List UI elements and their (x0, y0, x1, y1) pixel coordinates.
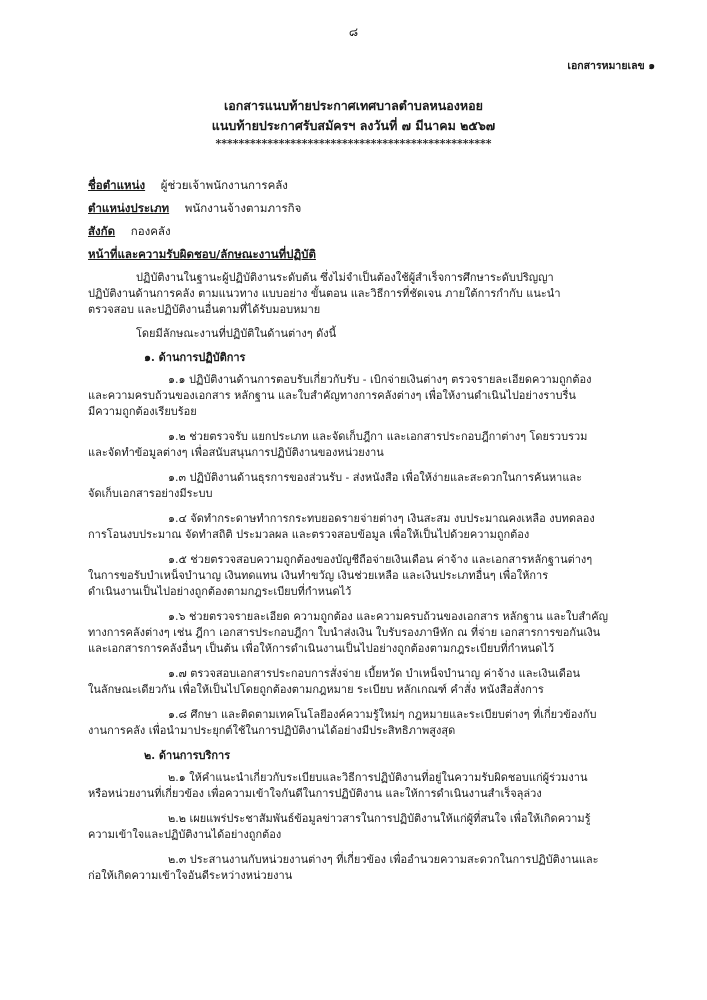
intro-paragraph-2 (88, 326, 653, 342)
duty-item-line: ๑.๒ ช่วยตรวจรับ แยกประเภท และจัดเก็บฎีกา และเอกสารประกอบฎีกาต่างๆ โดยรวบรวม (168, 430, 588, 443)
duty-item (88, 552, 653, 600)
intro-line: ตรวจสอบ และปฏิบัติงานอื่นตามที่ได้รับมอบหมาย (88, 303, 321, 316)
duty-item-line: ก่อให้เกิดความเข้าใจอันดีระหว่างหน่วยงาน (88, 869, 293, 882)
duty-item-line: ๑.๓ ปฏิบัติงานด้านธุรการของส่วนรับ - ส่งหนังสือ เพื่อให้ง่ายและสะดวกในการค้นหาและ (168, 471, 583, 484)
duty-item-line: งานการคลัง เพื่อนำมาประยุกต์ใช้ในการปฏิบัติงานได้อย่างมีประสิทธิภาพสูงสุด (88, 724, 456, 737)
position-field (88, 177, 653, 194)
duty-item-line: ๑.๖ ช่วยตรวจรายละเอียด ความถูกต้อง และความครบถ้วนของเอกสาร หลักฐาน และใบสำคัญ (168, 610, 609, 623)
duty-item-line: ทางการคลังต่างๆ เช่น ฎีกา เอกสารประกอบฎีกา ใบนำส่งเงิน ใบรับรองภาษีหัก ณ ที่จ่าย เอกสารการขอกันเงิน (88, 626, 601, 639)
type-value: พนักงานจ้างตามภารกิจ (184, 201, 302, 215)
duties-heading: หน้าที่และความรับผิดชอบ/ลักษณะงานที่ปฏิบัติ (88, 247, 316, 261)
duty-item-line: ๑.๗ ตรวจสอบเอกสารประกอบการสั่งจ่าย เบี้ยหวัด บำเหน็จบำนาญ ค่าจ้าง และเงินเดือน (168, 667, 581, 680)
position-value: ผู้ช่วยเจ้าพนักงานการคลัง (160, 178, 288, 192)
affiliation-value: กองคลัง (130, 224, 171, 238)
duty-item-line: และจัดทำข้อมูลต่างๆ เพื่อสนับสนุนการปฏิบัติงานของหน่วยงาน (88, 446, 384, 459)
duty-item-line: ในการขอรับบำเหน็จบำนาญ เงินทดแทน เงินทำขวัญ เงินช่วยเหลือ และเงินประเภทอื่นๆ เพื่อให้การ (88, 569, 549, 582)
duty-item (88, 811, 653, 843)
duty-item-line: ดำเนินงานเป็นไปอย่างถูกต้องตามกฎระเบียบที่กำหนดไว้ (88, 585, 352, 598)
duty-item-line: และความครบถ้วนของเอกสาร หลักฐาน และใบสำคัญทางการคลังต่างๆ เพื่อให้งานดำเนินไปอย่างราบรื่น (88, 389, 576, 402)
star-divider: ************************************************ (215, 137, 492, 150)
section-heading: ๑. ด้านการปฏิบัติการ (144, 351, 246, 364)
duty-item-line: ๒.๓ ประสานงานกับหน่วยงานต่างๆ ที่เกี่ยวข้อง เพื่ออำนวยความสะดวกในการปฏิบัติงานและ (168, 853, 599, 866)
type-field (88, 200, 653, 217)
title-line-2: แนบท้ายประกาศรับสมัครฯ ลงวันที่ ๗ มีนาคม ๒๕๖๗ (211, 118, 496, 133)
duty-item-line: ๑.๑ ปฏิบัติงานด้านการตอบรับเกี่ยวกับรับ - เบิกจ่ายเงินต่างๆ ตรวจรายละเอียดความถูกต้อง (168, 373, 592, 386)
title-block (0, 96, 707, 152)
duty-item (88, 707, 653, 739)
section-heading: ๒. ด้านการบริการ (144, 749, 231, 762)
position-label: ชื่อตำแหน่ง (88, 178, 146, 192)
duty-item-line: หรือหน่วยงานที่เกี่ยวข้อง เพื่อความเข้าใจกันดีในการปฏิบัติงาน และให้การดำเนินงานสำเร็จลุล่วง (88, 787, 542, 800)
duty-item (88, 470, 653, 502)
duty-item (88, 852, 653, 884)
duty-item-line: ๑.๔ จัดทำกระดาษทำการกระทบยอดรายจ่ายต่างๆ เงินสะสม งบประมาณคงเหลือ งบทดลอง (168, 512, 595, 525)
intro-line: ปฏิบัติงานในฐานะผู้ปฏิบัติงานระดับต้น ซึ่งไม่จำเป็นต้องใช้ผู้สำเร็จการศึกษาระดับปริญญา (136, 271, 554, 284)
duty-item-line: ๑.๘ ศึกษา และติดตามเทคโนโลยีองค์ความรู้ใหม่ๆ กฎหมายและระเบียบต่างๆ ที่เกี่ยวข้องกับ (168, 708, 597, 721)
page-number: ๘ (348, 25, 359, 39)
duty-item-line: ในลักษณะเดียวกัน เพื่อให้เป็นไปโดยถูกต้องตามกฎหมาย ระเบียบ หลักเกณฑ์ คำสั่ง หนังสือสั่งการ (88, 683, 544, 696)
duty-item-line: ความเข้าใจและปฏิบัติงานได้อย่างถูกต้อง (88, 828, 282, 841)
duty-item-line: ๒.๑ ให้คำแนะนำเกี่ยวกับระเบียบและวิธีการปฏิบัติงานที่อยู่ในความรับผิดชอบแก่ผู้ร่วมงาน (168, 771, 588, 784)
type-label: ตำแหน่งประเภท (88, 201, 170, 215)
document-reference: เอกสารหมายเลข ๑ (567, 60, 655, 72)
duty-item (88, 609, 653, 657)
intro-line: ปฏิบัติงานด้านการคลัง ตามแนวทาง แบบอย่าง ขั้นตอน และวิธีการที่ชัดเจน ภายใต้การกำกับ แนะนำ (88, 287, 561, 300)
duty-item-line: ๑.๕ ช่วยตรวจสอบความถูกต้องของบัญชีถือจ่ายเงินเดือน ค่าจ้าง และเอกสารหลักฐานต่างๆ (168, 553, 593, 566)
duty-item (88, 770, 653, 802)
duty-sections (88, 350, 653, 884)
duty-item-line: และเอกสารการคลังอื่นๆ เป็นต้น เพื่อให้การดำเนินงานเป็นไปอย่างถูกต้องตามกฎระเบียบที่กำหนดไว้ (88, 642, 555, 655)
intro-paragraph (88, 270, 653, 318)
duty-item-line: ๒.๒ เผยแพร่ประชาสัมพันธ์ข้อมูลข่าวสารในการปฏิบัติงานให้แก่ผู้ที่สนใจ เพื่อให้เกิดความรู้ (168, 812, 591, 825)
affiliation-field (88, 223, 653, 240)
title-line-1: เอกสารแนบท้ายประกาศเทศบาลตำบลหนองหอย (224, 98, 483, 113)
duty-item (88, 511, 653, 543)
duty-item-line: มีความถูกต้องเรียบร้อย (88, 405, 197, 418)
duty-item-line: การโอนงบประมาณ จัดทำสถิติ ประมวลผล และตรวจสอบข้อมูล เพื่อให้เป็นไปด้วยความถูกต้อง (88, 528, 530, 541)
duty-item (88, 429, 653, 461)
duty-item (88, 372, 653, 420)
duty-item-line: จัดเก็บเอกสารอย่างมีระบบ (88, 487, 213, 500)
duty-item (88, 666, 653, 698)
intro-line-2: โดยมีลักษณะงานที่ปฏิบัติในด้านต่างๆ ดังนี้ (136, 327, 337, 340)
affiliation-label: สังกัด (88, 224, 116, 238)
document-body (88, 177, 653, 893)
